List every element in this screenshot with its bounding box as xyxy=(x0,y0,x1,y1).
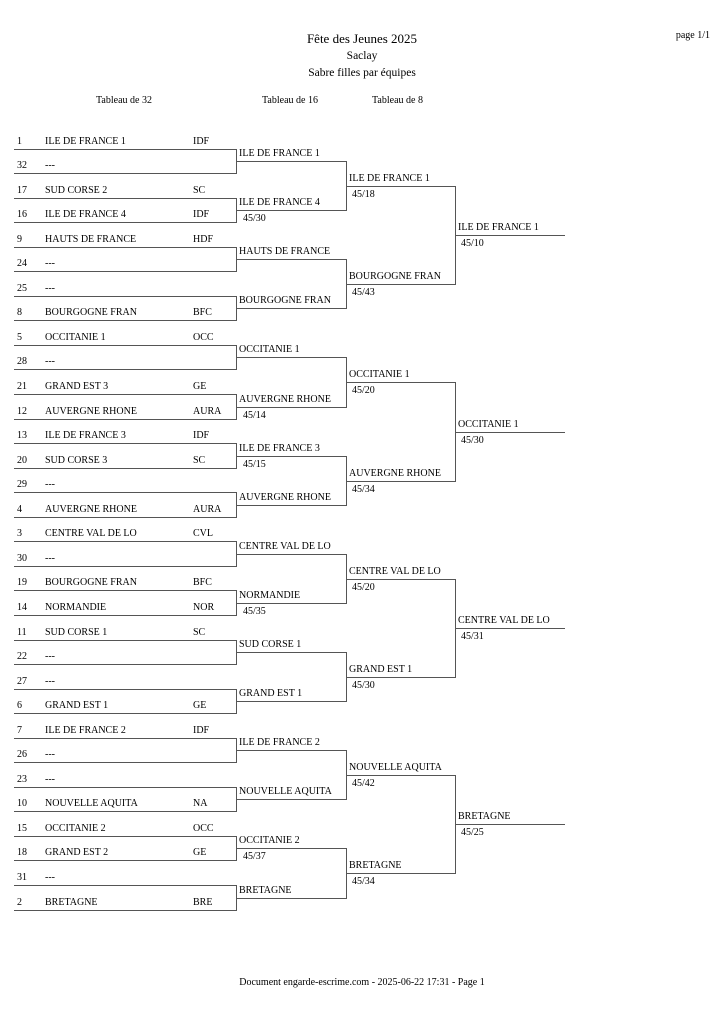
seed-number: 6 xyxy=(17,700,22,711)
seed-number: 7 xyxy=(17,725,22,736)
team-name: --- xyxy=(45,160,55,171)
seed-number: 3 xyxy=(17,528,22,539)
seed-number: 16 xyxy=(17,209,27,220)
column-header-tableau-16: Tableau de 16 xyxy=(262,95,318,106)
r4-score: 45/25 xyxy=(461,827,484,838)
r8-line xyxy=(346,481,455,482)
r8-line xyxy=(346,382,455,383)
team-name: AUVERGNE RHONE xyxy=(45,406,137,417)
r16-score: 45/15 xyxy=(243,459,266,470)
team-code: OCC xyxy=(193,823,214,834)
r16-team-name: SUD CORSE 1 xyxy=(239,639,302,650)
r16-team-name: CENTRE VAL DE LO xyxy=(239,541,331,552)
r16-line xyxy=(236,652,346,653)
r16-score: 45/30 xyxy=(243,213,266,224)
document-title: Fête des Jeunes 2025 xyxy=(306,31,418,46)
r16-line xyxy=(236,701,346,702)
r4-line xyxy=(455,824,565,825)
r16-line xyxy=(236,848,346,849)
team-name: BOURGOGNE FRAN xyxy=(45,307,137,318)
team-code: IDF xyxy=(193,136,210,147)
r8-score: 45/34 xyxy=(352,484,375,495)
seed-number: 11 xyxy=(17,627,27,638)
r16-line xyxy=(236,161,346,162)
team-name: --- xyxy=(45,749,55,760)
team-code: HDF xyxy=(193,234,214,245)
seed-number: 24 xyxy=(17,258,27,269)
team-code: IDF xyxy=(193,430,210,441)
r16-score: 45/14 xyxy=(243,410,266,421)
team-name: --- xyxy=(45,872,55,883)
document-footer: Document engarde-escrime.com - 2025-06-22 17:31 - Page 1 xyxy=(239,977,485,988)
team-name: ILE DE FRANCE 1 xyxy=(45,136,126,147)
r32-line xyxy=(14,271,236,272)
r32-line xyxy=(14,689,236,690)
r8-team-name: ILE DE FRANCE 1 xyxy=(349,173,430,184)
seed-number: 8 xyxy=(17,307,22,318)
r4-team-name: BRETAGNE xyxy=(458,811,511,822)
r16-team-name: ILE DE FRANCE 4 xyxy=(239,197,320,208)
r32-line xyxy=(14,173,236,174)
r8-team-name: AUVERGNE RHONE xyxy=(349,468,441,479)
r8-team-name: GRAND EST 1 xyxy=(349,664,413,675)
r32-line xyxy=(14,787,236,788)
r16-team-name: BOURGOGNE FRAN xyxy=(239,295,331,306)
r32-line xyxy=(14,517,236,518)
r32-line xyxy=(14,198,236,199)
r8-line xyxy=(346,284,455,285)
r16-line xyxy=(236,357,346,358)
r8-score: 45/18 xyxy=(352,189,375,200)
r32-line xyxy=(14,419,236,420)
r16-team-name: ILE DE FRANCE 1 xyxy=(239,148,320,159)
team-name: HAUTS DE FRANCE xyxy=(45,234,137,245)
team-code: AURA xyxy=(193,504,222,515)
team-name: --- xyxy=(45,676,55,687)
r16-line xyxy=(236,407,346,408)
team-name: --- xyxy=(45,774,55,785)
seed-number: 25 xyxy=(17,283,27,294)
seed-number: 12 xyxy=(17,406,27,417)
team-code: OCC xyxy=(193,332,214,343)
seed-number: 2 xyxy=(17,897,22,908)
team-name: SUD CORSE 1 xyxy=(45,627,108,638)
team-name: BOURGOGNE FRAN xyxy=(45,577,137,588)
r32-line xyxy=(14,860,236,861)
r16-team-name: NOUVELLE AQUITA xyxy=(239,786,332,797)
seed-number: 27 xyxy=(17,676,27,687)
r32-line xyxy=(14,811,236,812)
r16-team-name: AUVERGNE RHONE xyxy=(239,492,331,503)
r32-line xyxy=(14,910,236,911)
r16-team-name: OCCITANIE 2 xyxy=(239,835,300,846)
column-header-tableau-32: Tableau de 32 xyxy=(96,95,152,106)
r32-line xyxy=(14,468,236,469)
team-name: GRAND EST 3 xyxy=(45,381,109,392)
team-name: --- xyxy=(45,553,55,564)
seed-number: 15 xyxy=(17,823,27,834)
r32-line xyxy=(14,296,236,297)
r4-line xyxy=(455,432,565,433)
r4-score: 45/31 xyxy=(461,631,484,642)
r32-line xyxy=(14,885,236,886)
seed-number: 9 xyxy=(17,234,22,245)
seed-number: 4 xyxy=(17,504,22,515)
r16-line xyxy=(236,308,346,309)
team-name: BRETAGNE xyxy=(45,897,98,908)
seed-number: 19 xyxy=(17,577,27,588)
seed-number: 23 xyxy=(17,774,27,785)
r16-line xyxy=(236,505,346,506)
r16-team-name: HAUTS DE FRANCE xyxy=(239,246,331,257)
team-code: NA xyxy=(193,798,208,809)
team-code: IDF xyxy=(193,209,210,220)
r8-line xyxy=(346,579,455,580)
r16-team-name: NORMANDIE xyxy=(239,590,301,601)
r16-line xyxy=(236,898,346,899)
seed-number: 5 xyxy=(17,332,22,343)
r32-line xyxy=(14,369,236,370)
document-location: Saclay xyxy=(346,50,378,62)
seed-number: 18 xyxy=(17,847,27,858)
r16-line xyxy=(236,750,346,751)
seed-number: 28 xyxy=(17,356,27,367)
team-name: ILE DE FRANCE 4 xyxy=(45,209,126,220)
team-name: NORMANDIE xyxy=(45,602,107,613)
r32-line xyxy=(14,762,236,763)
r8-score: 45/30 xyxy=(352,680,375,691)
r8-line xyxy=(346,186,455,187)
seed-number: 14 xyxy=(17,602,27,613)
team-name: OCCITANIE 1 xyxy=(45,332,106,343)
r16-score: 45/35 xyxy=(243,606,266,617)
r32-line xyxy=(14,541,236,542)
r8-team-name: CENTRE VAL DE LO xyxy=(349,566,441,577)
team-code: SC xyxy=(193,455,206,466)
team-code: AURA xyxy=(193,406,222,417)
r8-score: 45/43 xyxy=(352,287,375,298)
r16-team-name: BRETAGNE xyxy=(239,885,292,896)
r16-line xyxy=(236,259,346,260)
team-code: SC xyxy=(193,627,206,638)
seed-number: 20 xyxy=(17,455,27,466)
r8-score: 45/42 xyxy=(352,778,375,789)
team-code: GE xyxy=(193,700,207,711)
team-code: BRE xyxy=(193,897,213,908)
team-code: BFC xyxy=(193,577,212,588)
team-name: GRAND EST 1 xyxy=(45,700,109,711)
seed-number: 29 xyxy=(17,479,27,490)
r32-line xyxy=(14,640,236,641)
r32-line xyxy=(14,394,236,395)
r4-score: 45/10 xyxy=(461,238,484,249)
team-code: IDF xyxy=(193,725,210,736)
r8-score: 45/20 xyxy=(352,385,375,396)
r32-line xyxy=(14,222,236,223)
team-code: NOR xyxy=(193,602,215,613)
team-name: ILE DE FRANCE 2 xyxy=(45,725,126,736)
team-name: --- xyxy=(45,479,55,490)
r16-line xyxy=(236,456,346,457)
seed-number: 17 xyxy=(17,185,27,196)
r16-team-name: ILE DE FRANCE 2 xyxy=(239,737,320,748)
seed-number: 13 xyxy=(17,430,27,441)
seed-number: 30 xyxy=(17,553,27,564)
team-name: --- xyxy=(45,651,55,662)
team-code: GE xyxy=(193,381,207,392)
seed-number: 31 xyxy=(17,872,27,883)
seed-number: 21 xyxy=(17,381,27,392)
r8-score: 45/20 xyxy=(352,582,375,593)
r8-team-name: BRETAGNE xyxy=(349,860,402,871)
seed-number: 32 xyxy=(17,160,27,171)
page-number: page 1/1 xyxy=(675,30,710,41)
r16-line xyxy=(236,554,346,555)
r4-score: 45/30 xyxy=(461,435,484,446)
seed-number: 22 xyxy=(17,651,27,662)
r32-line xyxy=(14,320,236,321)
seed-number: 10 xyxy=(17,798,27,809)
r32-line xyxy=(14,149,236,150)
seed-number: 26 xyxy=(17,749,27,760)
r8-line xyxy=(346,677,455,678)
r8-line xyxy=(346,873,455,874)
team-code: CVL xyxy=(193,528,213,539)
r8-team-name: NOUVELLE AQUITA xyxy=(349,762,442,773)
r4-team-name: OCCITANIE 1 xyxy=(458,419,519,430)
team-name: AUVERGNE RHONE xyxy=(45,504,137,515)
r16-line xyxy=(236,603,346,604)
team-name: --- xyxy=(45,356,55,367)
r4-team-name: ILE DE FRANCE 1 xyxy=(458,222,539,233)
r32-line xyxy=(14,443,236,444)
team-code: BFC xyxy=(193,307,212,318)
r32-line xyxy=(14,492,236,493)
r8-team-name: BOURGOGNE FRAN xyxy=(349,271,441,282)
team-name: CENTRE VAL DE LO xyxy=(45,528,137,539)
column-header-tableau-8: Tableau de 8 xyxy=(372,95,423,106)
r16-team-name: AUVERGNE RHONE xyxy=(239,394,331,405)
r32-line xyxy=(14,247,236,248)
r16-team-name: ILE DE FRANCE 3 xyxy=(239,443,320,454)
r4-line xyxy=(455,235,565,236)
document-event: Sabre filles par équipes xyxy=(308,67,416,79)
team-name: NOUVELLE AQUITA xyxy=(45,798,138,809)
r8-line xyxy=(346,775,455,776)
team-name: --- xyxy=(45,258,55,269)
r32-line xyxy=(14,664,236,665)
r32-line xyxy=(14,836,236,837)
r4-team-name: CENTRE VAL DE LO xyxy=(458,615,550,626)
r32-line xyxy=(14,713,236,714)
team-code: SC xyxy=(193,185,206,196)
r8-team-name: OCCITANIE 1 xyxy=(349,369,410,380)
team-name: OCCITANIE 2 xyxy=(45,823,106,834)
r16-team-name: OCCITANIE 1 xyxy=(239,344,300,355)
team-name: GRAND EST 2 xyxy=(45,847,109,858)
r16-team-name: GRAND EST 1 xyxy=(239,688,303,699)
team-name: SUD CORSE 2 xyxy=(45,185,108,196)
r32-line xyxy=(14,738,236,739)
team-code: GE xyxy=(193,847,207,858)
seed-number: 1 xyxy=(17,136,22,147)
team-name: ILE DE FRANCE 3 xyxy=(45,430,126,441)
r8-score: 45/34 xyxy=(352,876,375,887)
r4-line xyxy=(455,628,565,629)
r16-line xyxy=(236,799,346,800)
team-name: SUD CORSE 3 xyxy=(45,455,108,466)
team-name: --- xyxy=(45,283,55,294)
r32-line xyxy=(14,615,236,616)
r16-score: 45/37 xyxy=(243,851,266,862)
r32-line xyxy=(14,590,236,591)
r32-line xyxy=(14,345,236,346)
r16-line xyxy=(236,210,346,211)
r32-line xyxy=(14,566,236,567)
